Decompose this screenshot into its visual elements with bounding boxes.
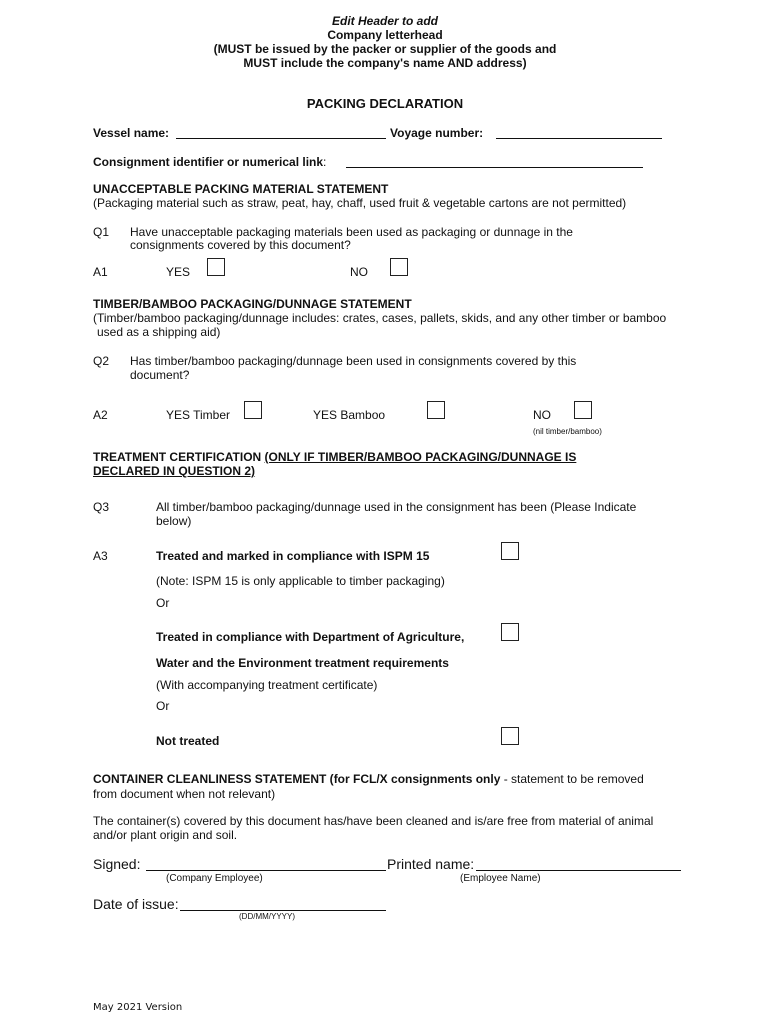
consignment-colon: : bbox=[323, 155, 327, 169]
container-paren-open: ( bbox=[326, 772, 334, 786]
container-heading-row bbox=[93, 772, 644, 786]
consignment-field[interactable] bbox=[346, 167, 643, 168]
vessel-name-label: Vessel name: bbox=[93, 126, 170, 140]
a3-opt2-line2: Water and the Environment treatment requirements bbox=[156, 656, 449, 670]
footer-version: May 2021 Version bbox=[93, 1002, 183, 1013]
a3-or-2: Or bbox=[156, 699, 170, 713]
a1-label: A1 bbox=[93, 265, 108, 279]
a3-opt2-note: (With accompanying treatment certificate) bbox=[156, 678, 378, 692]
a2-no-label: NO bbox=[533, 408, 551, 422]
header-line-3: (MUST be issued by the packer or supplier of the goods and bbox=[213, 42, 557, 56]
q3-text-2: below) bbox=[156, 514, 192, 528]
treatment-heading-plain: TREATMENT CERTIFICATION bbox=[93, 450, 265, 464]
employee-name-note: (Employee Name) bbox=[460, 873, 541, 884]
timber-heading: TIMBER/BAMBOO PACKAGING/DUNNAGE STATEMENT bbox=[93, 297, 412, 311]
container-rest-2: from document when not relevant) bbox=[93, 787, 276, 801]
q1-text-1: Have unacceptable packaging materials been used as packaging or dunnage in the bbox=[130, 225, 573, 239]
a2-yes-timber-checkbox[interactable] bbox=[244, 401, 262, 419]
container-heading: CONTAINER CLEANLINESS STATEMENT bbox=[93, 772, 327, 786]
header-line-1: Edit Header to add bbox=[331, 14, 438, 28]
a2-label: A2 bbox=[93, 408, 108, 422]
treatment-heading-underlined-2: DECLARED IN QUESTION 2) bbox=[93, 464, 256, 478]
a3-opt1-note: (Note: ISPM 15 is only applicable to timber packaging) bbox=[156, 574, 445, 588]
treatment-heading-1 bbox=[93, 450, 576, 464]
a3-department-checkbox[interactable] bbox=[501, 623, 519, 641]
container-bold-part: for FCL/X consignments only bbox=[333, 772, 501, 786]
page-title: PACKING DECLARATION bbox=[306, 96, 464, 111]
unacceptable-note: (Packaging material such as straw, peat, hay, chaff, used fruit & vegetable cartons are not permitted) bbox=[93, 196, 627, 210]
a3-or-1: Or bbox=[156, 596, 170, 610]
a2-nil-note: (nil timber/bamboo) bbox=[533, 427, 602, 436]
date-of-issue-field[interactable] bbox=[180, 910, 386, 911]
a3-opt3-label: Not treated bbox=[156, 734, 220, 748]
company-employee-note: (Company Employee) bbox=[166, 873, 263, 884]
date-format-note: (DD/MM/YYYY) bbox=[239, 912, 295, 921]
header-line-2: Company letterhead bbox=[327, 28, 443, 42]
voyage-number-label: Voyage number: bbox=[390, 126, 484, 140]
a1-no-checkbox[interactable] bbox=[390, 258, 408, 276]
q1-label: Q1 bbox=[93, 225, 110, 239]
signed-field[interactable] bbox=[146, 870, 386, 871]
voyage-number-field[interactable] bbox=[496, 138, 662, 139]
a1-yes-label: YES bbox=[166, 265, 191, 279]
timber-note-2: used as a shipping aid) bbox=[97, 325, 221, 339]
signed-label: Signed: bbox=[93, 856, 141, 872]
container-body-1: The container(s) covered by this document has/have been cleaned and is/are free from material of animal bbox=[93, 814, 654, 828]
a3-ispm15-checkbox[interactable] bbox=[501, 542, 519, 560]
consignment-label: Consignment identifier or numerical link bbox=[93, 155, 324, 169]
printed-name-label: Printed name: bbox=[387, 856, 475, 872]
a3-opt1-label: Treated and marked in compliance with ISPM 15 bbox=[156, 549, 430, 563]
q3-label: Q3 bbox=[93, 500, 110, 514]
container-body-2: and/or plant origin and soil. bbox=[93, 828, 238, 842]
a1-no-label: NO bbox=[350, 265, 368, 279]
header-line-4: MUST include the company's name AND address) bbox=[243, 56, 527, 70]
q2-text-1: Has timber/bamboo packaging/dunnage been used in consignments covered by this bbox=[130, 354, 577, 368]
a2-yes-timber-label: YES Timber bbox=[166, 408, 231, 422]
a3-label: A3 bbox=[93, 549, 108, 563]
printed-name-field[interactable] bbox=[476, 870, 681, 871]
vessel-name-field[interactable] bbox=[176, 138, 386, 139]
unacceptable-heading: UNACCEPTABLE PACKING MATERIAL STATEMENT bbox=[93, 182, 389, 196]
treatment-heading-underlined-1: (ONLY IF TIMBER/BAMBOO PACKAGING/DUNNAGE IS bbox=[264, 450, 577, 464]
q3-text-1: All timber/bamboo packaging/dunnage used in the consignment has been (Please Indicate bbox=[156, 500, 637, 514]
timber-note-1: (Timber/bamboo packaging/dunnage includes: crates, cases, pallets, skids, and any other timber or bamboo bbox=[93, 311, 667, 325]
a2-yes-bamboo-label: YES Bamboo bbox=[313, 408, 386, 422]
a2-yes-bamboo-checkbox[interactable] bbox=[427, 401, 445, 419]
a3-not-treated-checkbox[interactable] bbox=[501, 727, 519, 745]
a2-no-checkbox[interactable] bbox=[574, 401, 592, 419]
q2-text-2: document? bbox=[130, 368, 190, 382]
date-of-issue-label: Date of issue: bbox=[93, 896, 179, 912]
q2-label: Q2 bbox=[93, 354, 110, 368]
a1-yes-checkbox[interactable] bbox=[207, 258, 225, 276]
a3-opt2-line1: Treated in compliance with Department of Agriculture, bbox=[156, 630, 465, 644]
container-rest-1: - statement to be removed bbox=[500, 772, 644, 786]
consignment-label-row bbox=[93, 155, 326, 169]
q1-text-2: consignments covered by this document? bbox=[130, 238, 351, 252]
